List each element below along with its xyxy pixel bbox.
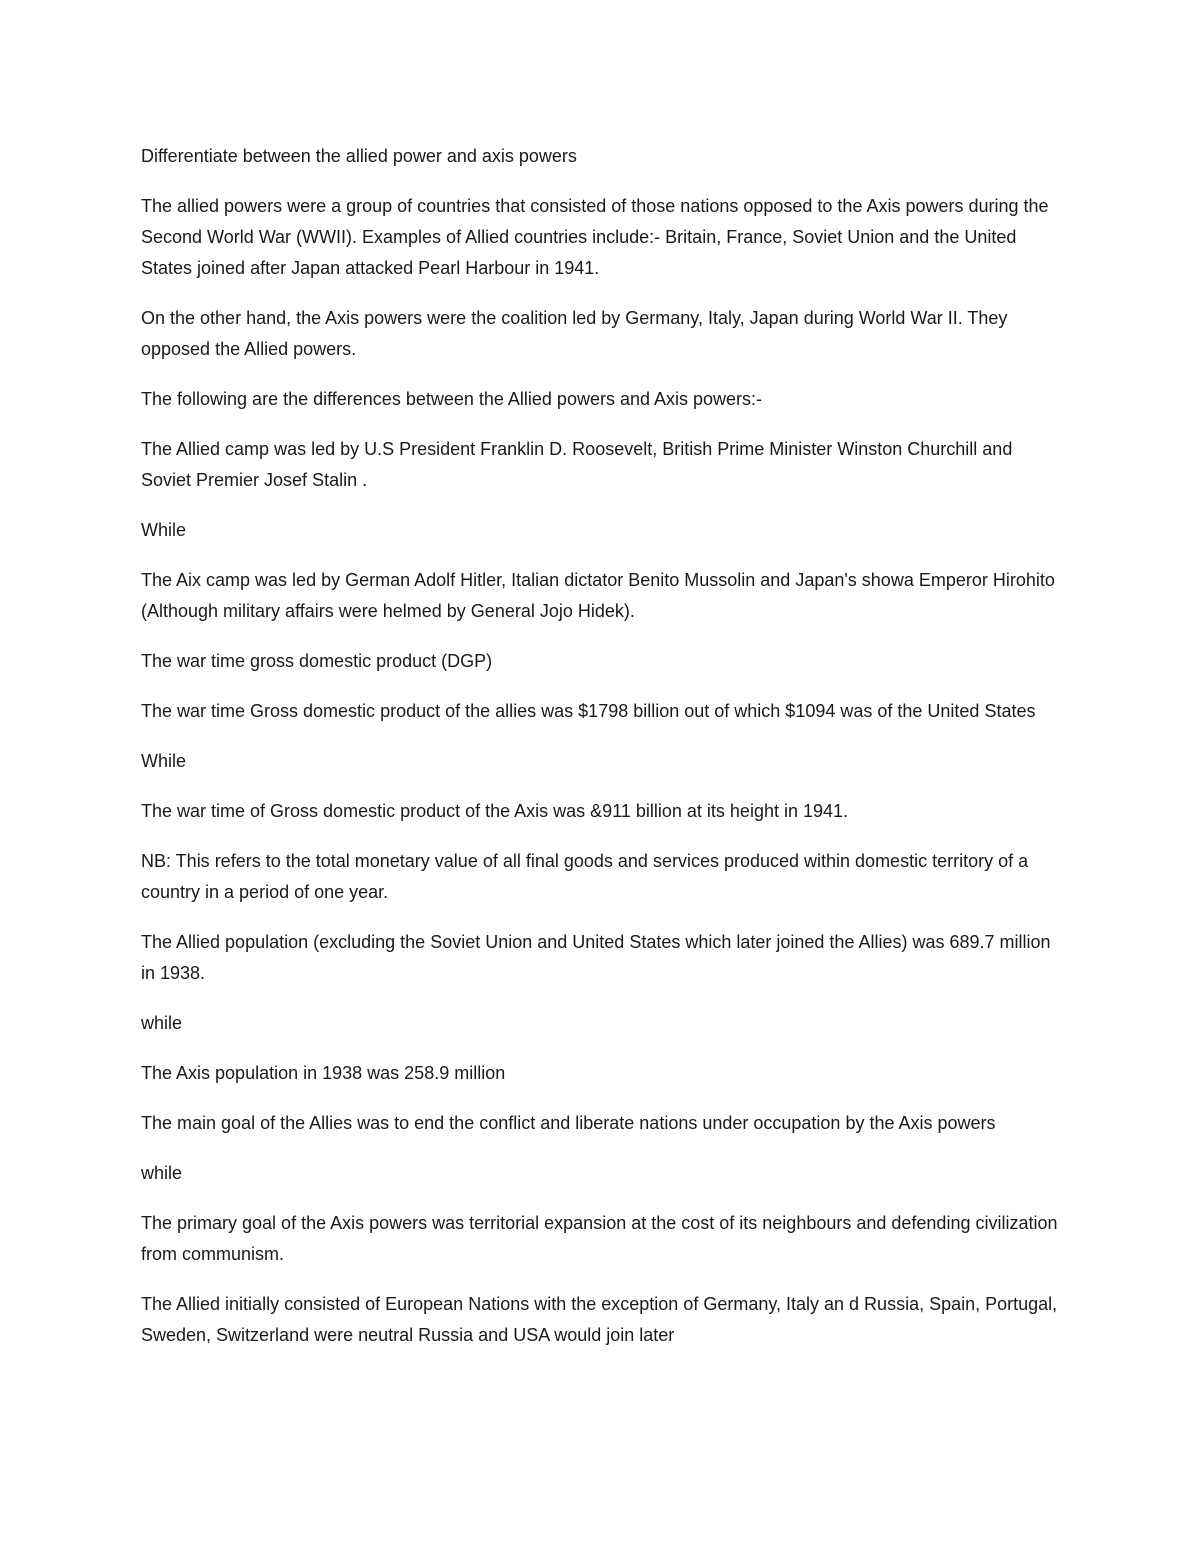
- paragraph-axis-definition: On the other hand, the Axis powers were the coalition led by Germany, Italy, Japan during World War II. They opposed the Allied powers.: [141, 308, 1008, 359]
- paragraph-allied-leaders: The Allied camp was led by U.S President Franklin D. Roosevelt, British Prime Minister Winston Churchill and Soviet Premier Josef Stalin .: [141, 439, 1013, 490]
- paragraph-gdp-note: NB: This refers to the total monetary value of all final goods and services produced within domestic territory of a country in a period of one year.: [141, 851, 1029, 902]
- paragraph-allied-goal: The main goal of the Allies was to end the conflict and liberate nations under occupation by the Axis powers: [141, 1113, 996, 1133]
- document-title: Differentiate between the allied power and axis powers: [141, 146, 577, 166]
- paragraph-while: While: [141, 751, 187, 771]
- paragraph-while: while: [141, 1013, 183, 1033]
- paragraph-axis-goal: The primary goal of the Axis powers was territorial expansion at the cost of its neighbours and defending civilization from communism.: [141, 1213, 1058, 1264]
- paragraph-allied-population: The Allied population (excluding the Soviet Union and United States which later joined the Allies) was 689.7 million in 1938.: [141, 932, 1051, 983]
- paragraph-while: While: [141, 520, 187, 540]
- document-body: [141, 141, 1066, 1370]
- paragraph-axis-population: The Axis population in 1938 was 258.9 million: [141, 1063, 506, 1083]
- paragraph-axis-gdp: The war time of Gross domestic product of the Axis was &911 billion at its height in 1941.: [141, 801, 849, 821]
- paragraph-while: while: [141, 1163, 183, 1183]
- paragraph-allied-definition: The allied powers were a group of countries that consisted of those nations opposed to the Axis powers during the Second World War (WWII). Examples of Allied countries include:- Britain, France, Soviet Union and the United States joined after Japan attacked Pearl Harbour in 1941.: [141, 196, 1049, 278]
- paragraph-allied-composition: The Allied initially consisted of European Nations with the exception of Germany, Italy an d Russia, Spain, Portugal, Sweden, Switzerland were neutral Russia and USA would join later: [141, 1294, 1058, 1345]
- paragraph-axis-leaders: The Aix camp was led by German Adolf Hitler, Italian dictator Benito Mussolin and Japan's showa Emperor Hirohito (Although military affairs were helmed by General Jojo Hidek).: [141, 570, 1055, 621]
- paragraph-gdp-heading: The war time gross domestic product (DGP): [141, 651, 493, 671]
- paragraph-differences-intro: The following are the differences between the Allied powers and Axis powers:-: [141, 389, 763, 409]
- paragraph-allied-gdp: The war time Gross domestic product of the allies was $1798 billion out of which $1094 was of the United States: [141, 701, 1036, 721]
